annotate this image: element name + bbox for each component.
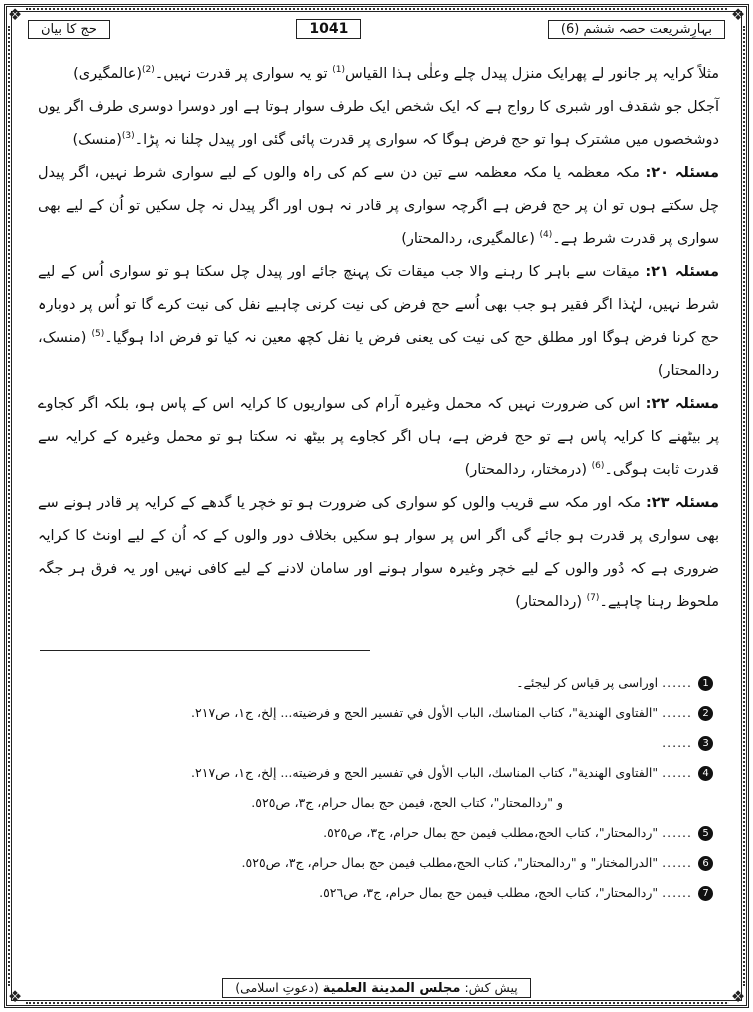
corner-ornament-icon: ❖ [7, 5, 23, 24]
footnote-number: 1 [698, 676, 713, 691]
masala-label: مسئلہ ۲۳: [645, 495, 719, 511]
border-ornament-right [743, 26, 745, 986]
footnote-number: 4 [698, 766, 713, 781]
masala-label: مسئلہ ۲۱: [645, 264, 719, 280]
border-ornament-left [8, 26, 10, 986]
page-number: 1041 [296, 19, 361, 39]
paragraph: مثلاً کرایہ پر جانور لے پھرایک منزل پیدل چلے وعلٰی ہذا القیاس$^{(1)}$ تو یہ سواری پر قدرت نہیں۔$^{(2)}$(عالمگیری) [73, 65, 719, 82]
corner-ornament-icon: ❖ [730, 5, 746, 24]
footnote-item: 4 ...... "الفتاوى الهندية"، كتاب المناسك، الباب الأول في تفسير الحج و فرضيته... إلخ، ج١، ص٢١٧. [38, 758, 713, 788]
page-header [28, 16, 725, 42]
border-ornament-bottom [26, 1002, 727, 1004]
footnote-item: 2 ...... "الفتاوى الهندية"، كتاب المناسك، الباب الأول في تفسير الحج و فرضيته... إلخ، ج١، ص٢١٧. [38, 698, 713, 728]
publisher-credit: پیش کش: مجلس المدينة العلمية (دعوتِ اسلامی) [222, 978, 530, 998]
footnote-separator [40, 650, 370, 651]
footnote-number: 2 [698, 706, 713, 721]
book-title: بہارِشریعت حصہ ششم (6) [548, 20, 725, 39]
paragraph: آجکل جو شقدف اور شبری کا رواج ہے کہ ایک شخص ایک طرف سوار ہوتا ہے اور دوسرا دوسری طرف اگر یوں دوشخصوں میں مشترک ہوا تو حج فرض ہوگا کہ سواری پر قدرت پائی گئی اور پیدل چلنا نہ پڑا۔$^{(3)}$(منسک) [38, 99, 719, 148]
footnote-number: 5 [698, 826, 713, 841]
footnote-continuation: و "ردالمحتار"، كتاب الحج، فيمن حج بمال حرام، ج٣، ص٥٢٥. [251, 795, 563, 810]
border-ornament-top [26, 8, 727, 10]
footnote-number: 3 [698, 736, 713, 751]
page-footer [0, 977, 753, 998]
main-text [38, 58, 719, 619]
publisher-name: مجلس المدينة العلمية [322, 981, 461, 996]
footnote-number: 6 [698, 856, 713, 871]
footnote-item: 6 ...... "الدرالمختار" و "ردالمحتار"، كتاب الحج،مطلب فيمن حج بمال حرام، ج٣، ص٥٢٥. [38, 848, 713, 878]
masala-label: مسئلہ ۲۲: [645, 396, 719, 412]
footnote-item: 5 ...... "ردالمحتار"، كتاب الحج،مطلب فيمن حج بمال حرام، ج٣، ص٥٢٥. [38, 818, 713, 848]
masala-paragraph: مسئلہ ۲۲: اس کی ضرورت نہیں کہ محمل وغیرہ آرام کی سواریوں کا کرایہ اس کے پاس ہو، بلکہ اگر کجاوے پر بیٹھنے کا کرایہ پاس ہے تو حج فرض ہے، ہاں اگر کجاوے پر بیٹھ نہ سکتا ہو تو محمل وغیرہ کے کرایہ سے قدرت ثابت ہوگی۔$^{(6)}$ (درمختار، ردالمحتار) [38, 396, 719, 478]
masala-paragraph: مسئلہ ۲۳: مکہ اور مکہ سے قریب والوں کو سواری کی ضرورت ہو تو خچر یا گدھے کے کرایہ پر قادر ہونے سے بھی سواری پر قدرت ہو جائے گی اگر اس پر سوار ہو سکیں بخلاف دور والوں کے کہ اُن کے لیے اونٹ کا کرایہ ضروری ہے کہ دُور والوں کے لیے خچر وغیرہ سوار ہونے اور سامان لادنے کے لیے کافی نہیں اور یہ فرق ہر جگہ ملحوظ رہنا چاہیے۔$^{(7)}$ (ردالمحتار) [38, 495, 719, 610]
footnote-item: 3 ...... [38, 728, 713, 758]
corner-ornament-icon: ❖ [730, 987, 746, 1006]
masala-paragraph: مسئلہ ۲۱: میقات سے باہر کا رہنے والا جب میقات تک پہنچ جائے اور پیدل چل سکتا ہو تو سواری اُس کے لیے شرط نہیں، لہٰذا اگر فقیر ہو جب بھی اُسے حج فرض کی نیت کرنی چاہیے نفل کی نیت کرے گا تو اُس پر دوبارہ حج کرنا فرض ہوگا اور مطلق حج کی نیت کی یعنی فرض یا نفل کچھ معین نہ کیا تو فرض ادا ہوگیا۔$^{(5)}$ (منسک، ردالمحتار) [38, 264, 719, 379]
footnote-number: 7 [698, 886, 713, 901]
footnote-item: 1 ...... اوراسی پر قیاس کر لیجئے۔ [38, 668, 713, 698]
corner-ornament-icon: ❖ [7, 987, 23, 1006]
chapter-title: حج کا بیان [28, 20, 110, 39]
footnotes [38, 668, 713, 908]
masala-label: مسئلہ ۲۰: [645, 165, 719, 181]
masala-paragraph: مسئلہ ۲۰: مکہ معظمہ یا مکہ معظمہ سے تین دن سے کم کی راہ والوں کے لیے سواری شرط نہیں، اگر پیدل چل سکتے ہوں تو ان پر حج فرض ہے اگرچہ سواری پر قادر نہ ہوں اور اگر پیدل نہ چل سکیں تو اُن کے لیے بھی سواری پر قدرت شرط ہے۔$^{(4)}$ (عالمگیری، ردالمحتار) [38, 165, 719, 247]
footnote-item: 7 ...... "ردالمحتار"، كتاب الحج، مطلب فيمن حج بمال حرام، ج٣، ص٥٢٦. [38, 878, 713, 908]
